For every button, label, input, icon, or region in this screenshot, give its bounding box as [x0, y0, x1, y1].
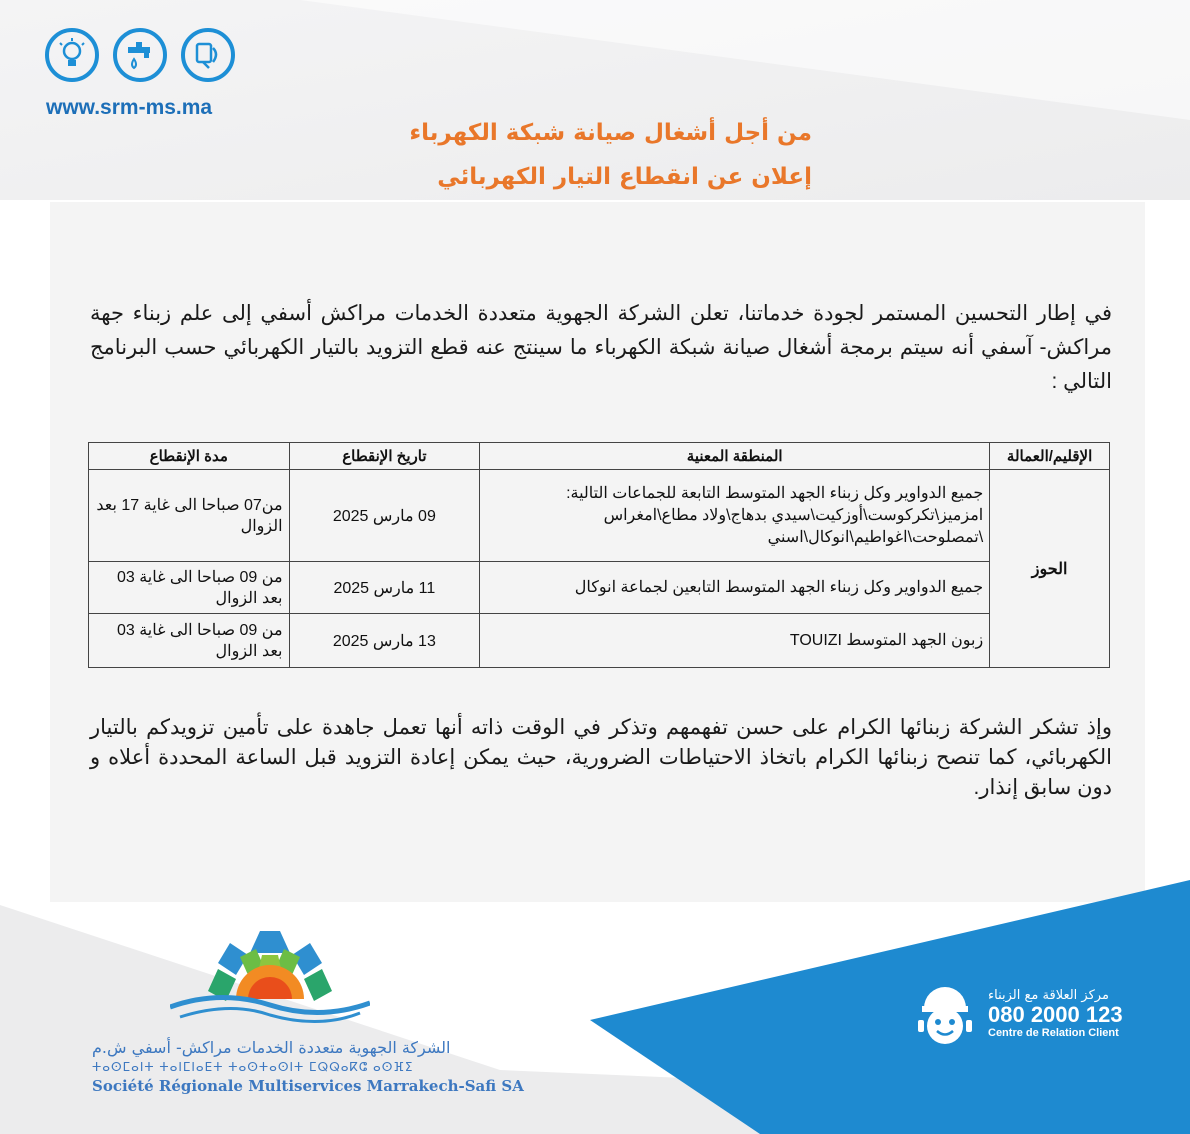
header-duration: مدة الإنقطاع [89, 443, 290, 470]
crc-label-arabic: مركز العلاقة مع الزبناء [988, 987, 1109, 1003]
region-cell: الحوز [990, 470, 1110, 668]
crc-phone-number[interactable]: 080 2000 123 [988, 1001, 1123, 1027]
area-cell: جميع الدواوير وكل زبناء الجهد المتوسط التابعة للجماعات التالية: امزميز\تكركوست\أوزكيت\سيدي بدهاج\ولاد مطاع\امغراس \تمصلوحت\اغواطيم\انوكال\اسني [480, 470, 990, 562]
customer-agent-icon [912, 978, 978, 1048]
outage-schedule-table [88, 442, 1110, 668]
header-date: تاريخ الإنقطاع [289, 443, 480, 470]
company-name-french: Société Régionale Multiservices Marrakech-Safi SA [92, 1077, 524, 1095]
table-row [89, 562, 1110, 614]
header-area: المنطقة المعنية [480, 443, 990, 470]
area-cell: زبون الجهد المتوسط TOUIZI [480, 614, 990, 668]
header-region: الإقليم/العمالة [990, 443, 1110, 470]
water-tap-icon [113, 28, 167, 82]
customer-service-icon [181, 28, 235, 82]
closing-paragraph: وإذ تشكر الشركة زبنائها الكرام على حسن تفهمهم وتذكر في الوقت ذاته أنها تعمل جاهدة على تأمين تزويدكم بالتيار الكهربائي، كما تنصح زبنائها الكرام باتخاذ الاحتياطات الضرورية، حيث يمكن إعادة التزويد قبل الساعة المحددة أعلاه و دون سابق إنذار. [90, 716, 1112, 799]
service-icons [45, 28, 235, 82]
company-name-tifinagh: ⵜⴰⵙⵎⴰⵏⵜ ⵜⴰⵏⵎⵏⴰⴹⵜ ⵜⴰⵙⵜⴰⵙⵏⵜ ⵎⵕⵕⴰⴽⵛ ⴰⵙⴼⵉ [92, 1060, 414, 1074]
customer-relations-center[interactable] [912, 978, 1123, 1048]
notice-subtitle: إعلان عن انقطاع التيار الكهربائي [437, 164, 812, 190]
table-header-row [89, 443, 1110, 470]
table-row [89, 614, 1110, 668]
area-cell: جميع الدواوير وكل زبناء الجهد المتوسط التابعين لجماعة انوكال [480, 562, 990, 614]
duration-cell: من 09 صباحا الى غاية 03 بعد الزوال [89, 562, 290, 614]
date-cell: 11 مارس 2025 [289, 562, 480, 614]
intro-paragraph: في إطار التحسين المستمر لجودة خدماتنا، تعلن الشركة الجهوية متعددة الخدمات مراكش أسفي إلى علم زبناء جهة مراكش- آسفي أنه سيتم برمجة أشغال صيانة شبكة الكهرباء ما سينتج عنه قطع التزويد بالتيار الكهربائي حسب البرنامج التالي : [90, 302, 1112, 393]
crc-label-french: Centre de Relation Client [988, 1026, 1119, 1039]
date-cell: 13 مارس 2025 [289, 614, 480, 668]
notice-title: من أجل أشغال صيانة شبكة الكهرباء [409, 120, 812, 146]
duration-cell: من07 صباحا الى غاية 17 بعد الزوال [89, 470, 290, 562]
date-cell: 09 مارس 2025 [289, 470, 480, 562]
lightbulb-icon [45, 28, 99, 82]
website-url[interactable]: www.srm-ms.ma [46, 96, 213, 119]
duration-cell: من 09 صباحا الى غاية 03 بعد الزوال [89, 614, 290, 668]
table-row [89, 470, 1110, 562]
company-logo [170, 925, 370, 1035]
company-name-arabic: الشركة الجهوية متعددة الخدمات مراكش- أسفي ش.م [92, 1038, 451, 1057]
